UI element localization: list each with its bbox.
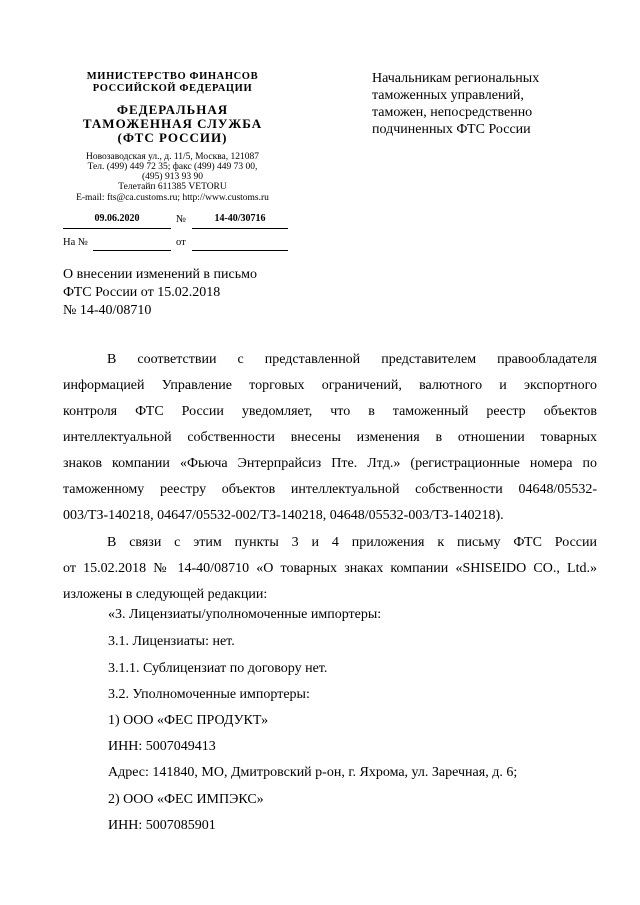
subject-line: ФТС России от 15.02.2018: [63, 285, 221, 300]
list-item: 1) ООО «ФЕС ПРОДУКТ»: [108, 713, 269, 728]
document-number: 14-40/30716: [214, 213, 266, 224]
phone-line: Тел. (499) 449 72 35; факс (499) 449 73 00,: [87, 162, 258, 172]
recipient-line: таможен, непосредственно: [372, 105, 533, 120]
body-paragraph-1: [63, 347, 597, 529]
list-item: ИНН: 5007049413: [108, 739, 216, 754]
ref-date-label: от: [176, 237, 186, 248]
date-underline: [63, 228, 171, 229]
service-name-line-2: ТАМОЖЕННАЯ СЛУЖБА: [82, 116, 263, 131]
list-item: ИНН: 5007085901: [108, 818, 216, 833]
ref-number-label: На №: [63, 237, 88, 248]
teletype-line: Телетайп 611385 VETORU: [118, 182, 227, 192]
ref-number-underline: [93, 250, 171, 251]
document-date: 09.06.2020: [94, 213, 140, 224]
paragraph-line: интеллектуальной собственности внесены изменения в отношении товарных: [63, 430, 597, 445]
paragraph-line: контроля ФТС России уведомляет, что в таможенный реестр объектов: [63, 404, 597, 419]
ministry-name-line-2: РОССИЙСКОЙ ФЕДЕРАЦИИ: [92, 83, 253, 94]
paragraph-line: В связи с этим пункты 3 и 4 приложения к письму ФТС России: [107, 535, 597, 550]
paragraph-line: таможенному реестру объектов интеллектуальной собственности 04648/05532-: [63, 482, 597, 497]
ref-date-underline: [192, 250, 288, 251]
phone-line-2: (495) 913 93 90: [142, 172, 203, 182]
service-name-line-3: (ФТС РОССИИ): [117, 130, 228, 145]
paragraph-line: В соответствии с представленной представителем правообладателя: [107, 352, 597, 367]
service-name-line-1: ФЕДЕРАЛЬНАЯ: [116, 102, 229, 117]
list-item: 3.2. Уполномоченные импортеры:: [108, 687, 310, 702]
paragraph-line: информацией Управление торговых ограничений, валютного и экспортного: [63, 378, 597, 393]
recipient-line: подчиненных ФТС России: [372, 122, 531, 137]
email-line: E-mail: fts@ca.customs.ru; http://www.customs.ru: [76, 193, 269, 203]
number-label: №: [176, 214, 187, 225]
subject-line: № 14-40/08710: [63, 303, 152, 318]
body-paragraph-2: [63, 530, 597, 608]
list-item: Адрес: 141840, МО, Дмитровский р-он, г. Яхрома, ул. Заречная, д. 6;: [108, 765, 518, 780]
list-item: 3.1. Лицензиаты: нет.: [108, 634, 235, 649]
recipient-line: Начальникам региональных: [372, 71, 540, 86]
list-item: 2) ООО «ФЕС ИМПЭКС»: [108, 792, 264, 807]
subject-line: О внесении изменений в письмо: [63, 267, 257, 282]
number-underline: [192, 228, 288, 229]
paragraph-line: знаков компании «Фьюча Энтерпрайсиз Пте. Лтд.» (регистрационные номера по: [63, 456, 597, 471]
paragraph-line: изложены в следующей редакции:: [63, 587, 268, 602]
paragraph-line: от 15.02.2018 № 14-40/08710 «О товарных знаках компании «SHISEIDO CO., Ltd.»: [63, 561, 597, 576]
list-item: «3. Лицензиаты/уполномоченные импортеры:: [108, 607, 382, 622]
subject-block: [63, 266, 257, 320]
paragraph-line: 003/ТЗ-140218, 04647/05532-002/ТЗ-140218, 04648/05532-003/ТЗ-140218).: [63, 508, 504, 523]
recipient-block: [372, 70, 612, 138]
list-item: 3.1.1. Сублицензиат по договору нет.: [108, 661, 328, 676]
address-line: Новозаводская ул., д. 11/5, Москва, 121087: [85, 152, 260, 162]
ministry-name-line-1: МИНИСТЕРСТВО ФИНАНСОВ: [86, 71, 259, 82]
recipient-line: таможенных управлений,: [372, 88, 524, 103]
